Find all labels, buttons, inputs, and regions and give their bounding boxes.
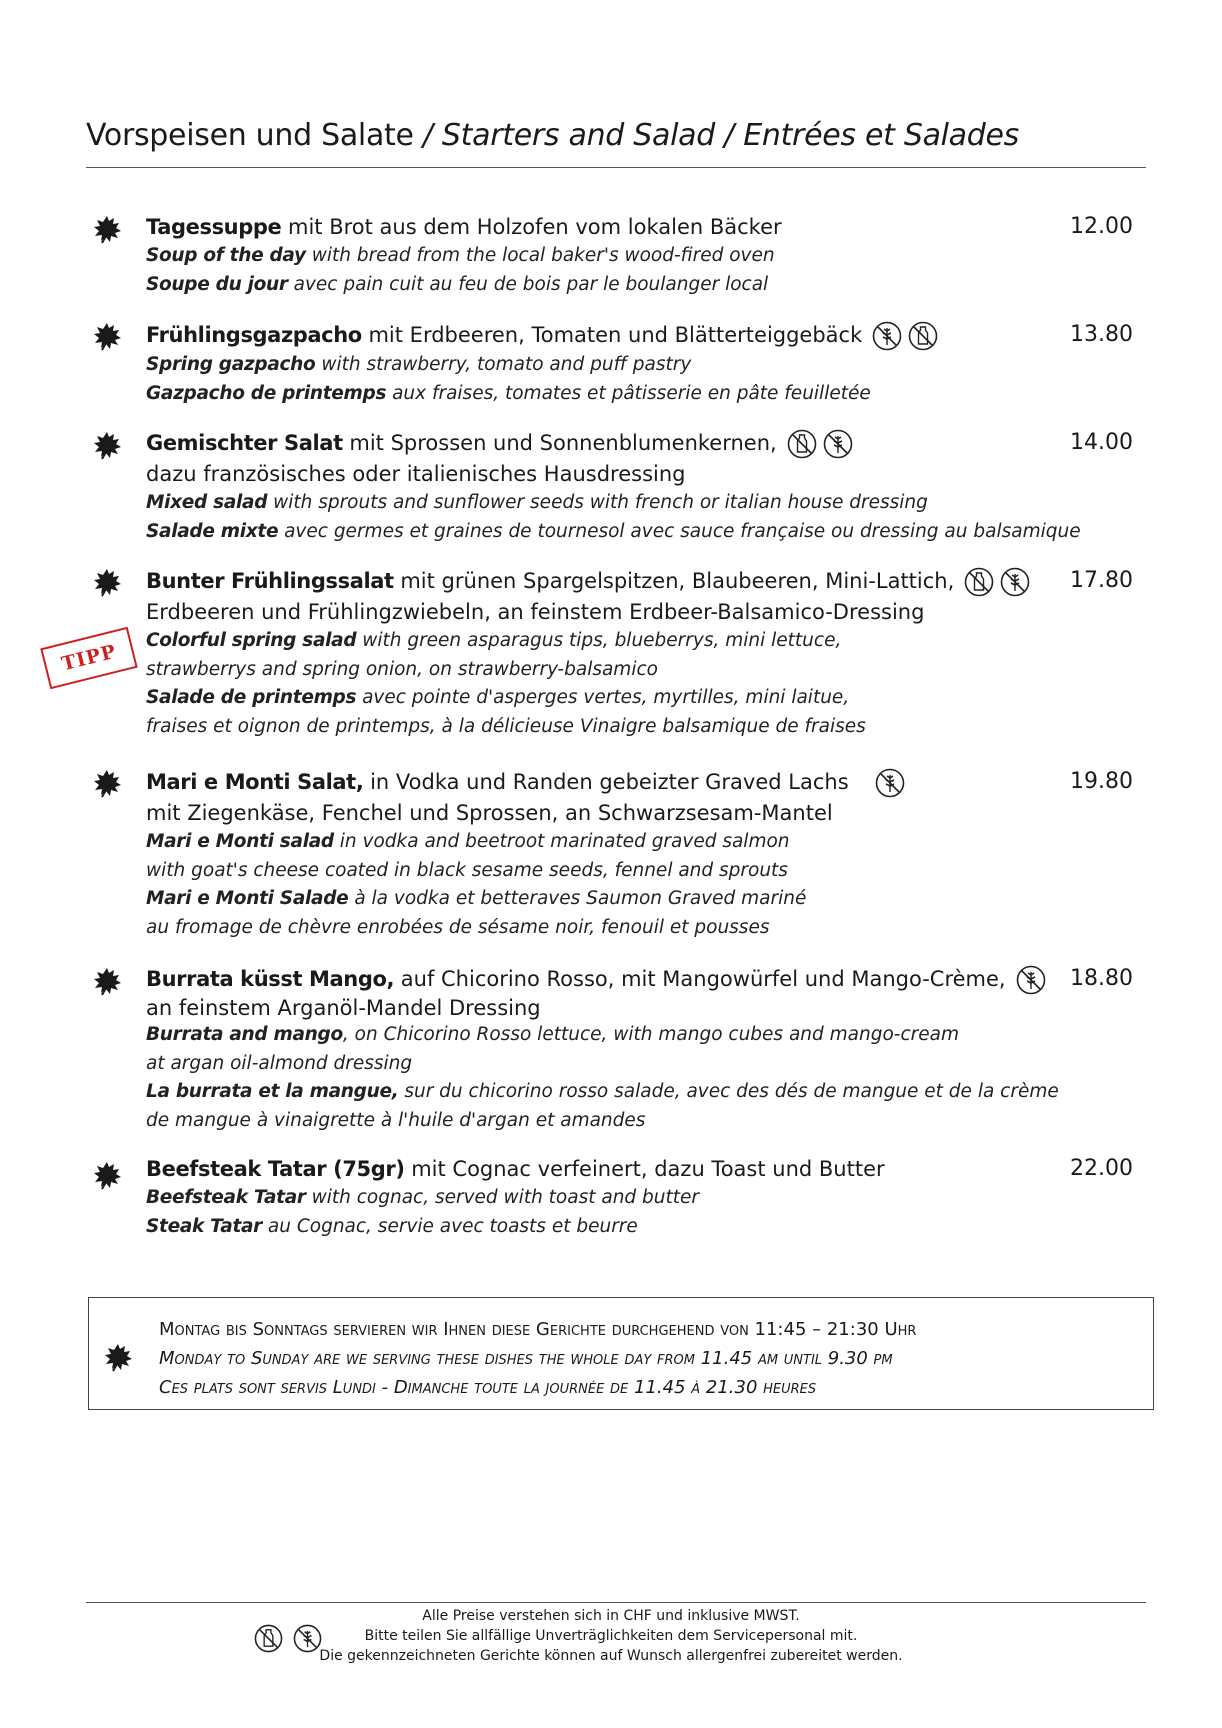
no-gluten-icon	[872, 321, 902, 351]
dish-desc-de: in Vodka und Randen gebeizter Graved Lachs	[363, 770, 849, 794]
dish-desc-fr-line2: au fromage de chèvre enrobées de sésame noir, fenouil et pousses	[146, 916, 770, 938]
dish-name-de: Mari e Monti Salat,	[146, 770, 364, 794]
dish-desc-de-line2: an feinstem Arganöl-Mandel Dressing	[146, 996, 541, 1020]
grape-leaf-icon	[92, 966, 122, 996]
dish-desc-de: mit Erdbeeren, Tomaten und Blätterteiggebäck	[361, 323, 863, 347]
dish-desc-de-line2: Erdbeeren und Frühlingzwiebeln, an feinstem Erdbeer-Balsamico-Dressing	[146, 600, 925, 624]
dish-desc-de: mit Cognac verfeinert, dazu Toast und Butter	[404, 1157, 885, 1181]
dish-name-en: Burrata and mango	[146, 1024, 343, 1045]
title-divider	[86, 167, 1146, 168]
dish-desc-en: with green asparagus tips, blueberrys, mini lettuce,	[356, 630, 842, 651]
title-german: Vorspeisen und Salate	[86, 118, 414, 153]
menu-item	[146, 767, 1026, 942]
title-translations: / Starters and Salad / Entrées et Salades	[413, 118, 1020, 153]
no-gluten-icon	[1016, 965, 1046, 995]
dish-name-fr: Steak Tatar	[146, 1215, 263, 1237]
dish-name-de: Beefsteak Tatar (75gr)	[146, 1157, 405, 1181]
menu-item	[146, 428, 1081, 546]
dish-desc-en: with bread from the local baker's wood-fired oven	[305, 245, 775, 266]
grape-leaf-icon	[92, 214, 122, 244]
dish-desc-fr: avec pointe d'asperges vertes, myrtilles, mini laitue,	[356, 687, 850, 708]
no-lactose-icon	[787, 429, 817, 459]
dish-name-de: Frühlingsgazpacho	[146, 323, 362, 347]
no-gluten-icon	[875, 768, 905, 798]
dish-price: 12.00	[1070, 214, 1133, 239]
dish-name-fr: La burrata et la mangue,	[146, 1081, 399, 1102]
tipp-stamp: TIPP	[40, 627, 137, 690]
footer-line-prices: Alle Preise verstehen sich in CHF und inklusive MWST.	[422, 1608, 800, 1624]
dish-name-en: Colorful spring salad	[146, 630, 357, 651]
dish-desc-fr: avec pain cuit au feu de bois par le boulanger local	[287, 273, 769, 295]
grape-leaf-icon	[92, 1160, 122, 1190]
dish-desc-fr: avec germes et graines de tournesol avec sauce française ou dressing au balsamique	[278, 520, 1081, 542]
dish-desc-en: with strawberry, tomato and puff pastry	[315, 354, 692, 375]
dish-name-en: Beefsteak Tatar	[146, 1187, 306, 1208]
footer-line-allergen-free: Die gekennzeichneten Gerichte können auf Wunsch allergenfrei zubereitet werden.	[319, 1648, 903, 1664]
dish-price: 13.80	[1070, 322, 1133, 347]
footer-notes	[250, 1606, 972, 1666]
grape-leaf-icon	[92, 567, 122, 597]
dish-name-de: Burrata küsst Mango,	[146, 967, 395, 991]
no-lactose-icon	[964, 567, 994, 597]
dish-desc-de-line2: mit Ziegenkäse, Fenchel und Sprossen, an Schwarzsesam-Mantel	[146, 801, 833, 825]
dish-price: 14.00	[1070, 430, 1133, 455]
dish-desc-en: with cognac, served with toast and butter	[305, 1187, 700, 1208]
dish-price: 17.80	[1070, 568, 1133, 593]
dish-desc-en: in vodka and beetroot marinated graved salmon	[333, 831, 790, 852]
grape-leaf-icon	[103, 1342, 133, 1372]
dish-price: 19.80	[1070, 769, 1133, 794]
dish-desc-de: mit Brot aus dem Holzofen vom lokalen Bäcker	[281, 215, 782, 239]
menu-item	[146, 1154, 1026, 1241]
footer-line-intolerances: Bitte teilen Sie allfällige Unverträglichkeiten dem Servicepersonal mit.	[364, 1628, 858, 1644]
grape-leaf-icon	[92, 430, 122, 460]
menu-item	[146, 320, 1026, 408]
dish-desc-en-line2: at argan oil-almond dressing	[146, 1052, 413, 1074]
dish-desc-en: with sprouts and sunflower seeds with french or italian house dressing	[267, 492, 928, 513]
dish-name-en: Soup of the day	[146, 245, 306, 266]
service-hours-notice	[88, 1297, 1154, 1410]
menu-item	[146, 212, 1026, 299]
dish-price: 18.80	[1070, 966, 1133, 991]
dish-name-de: Bunter Frühlingssalat	[146, 569, 394, 593]
menu-item	[146, 566, 1026, 741]
dish-desc-de: mit Sprossen und Sonnenblumenkernen,	[342, 431, 777, 455]
grape-leaf-icon	[92, 321, 122, 351]
dish-name-en: Mixed salad	[146, 492, 268, 513]
dish-desc-fr-line2: fraises et oignon de printemps, à la délicieuse Vinaigre balsamique de fraises	[146, 715, 866, 737]
page-title	[86, 118, 1146, 153]
notice-line-en: Monday to Sunday are we serving these dishes the whole day from 11.45 am until 9.30 pm	[159, 1348, 893, 1369]
dish-name-fr: Salade de printemps	[146, 687, 357, 708]
dish-desc-en-line2: strawberrys and spring onion, on strawberry-balsamico	[146, 658, 658, 680]
footer-divider	[86, 1602, 1146, 1603]
dish-desc-fr-line2: de mangue à vinaigrette à l'huile d'argan et amandes	[146, 1109, 646, 1131]
dish-desc-fr: à la vodka et betteraves Saumon Graved mariné	[348, 888, 807, 909]
dish-name-de: Gemischter Salat	[146, 431, 343, 455]
no-gluten-icon	[823, 429, 853, 459]
dish-name-fr: Mari e Monti Salade	[146, 888, 349, 909]
grape-leaf-icon	[92, 768, 122, 798]
notice-line-fr: Ces plats sont servis Lundi - Dimanche toute la journée de 11.45 à 21.30 heures	[159, 1377, 817, 1398]
dish-desc-de-line2: dazu französisches oder italienisches Hausdressing	[146, 462, 686, 486]
dish-desc-de: auf Chicorino Rosso, mit Mangowürfel und Mango-Crème,	[394, 967, 1006, 991]
dish-desc-fr: aux fraises, tomates et pâtisserie en pâte feuilletée	[386, 382, 871, 404]
dish-desc-fr: au Cognac, servie avec toasts et beurre	[262, 1215, 638, 1237]
dish-name-fr: Gazpacho de printemps	[146, 382, 387, 404]
dish-name-fr: Soupe du jour	[146, 273, 288, 295]
dish-desc-fr: sur du chicorino rosso salade, avec des dés de mangue et de la crème	[398, 1081, 1059, 1102]
dish-name-de: Tagessuppe	[146, 215, 282, 239]
dish-name-fr: Salade mixte	[146, 520, 279, 542]
dish-desc-de: mit grünen Spargelspitzen, Blaubeeren, Mini-Lattich,	[393, 569, 955, 593]
no-lactose-icon	[908, 321, 938, 351]
dish-name-en: Spring gazpacho	[146, 354, 316, 375]
dish-name-en: Mari e Monti salad	[146, 831, 334, 852]
dish-desc-en: , on Chicorino Rosso lettuce, with mango cubes and mango-cream	[342, 1024, 959, 1045]
no-gluten-icon	[1000, 567, 1030, 597]
notice-line-de: Montag bis Sonntags servieren wir Ihnen diese Gerichte durchgehend von 11:45 – 21:30 Uhr	[159, 1319, 917, 1340]
menu-item	[146, 964, 1059, 1135]
dish-price: 22.00	[1070, 1156, 1133, 1181]
dish-desc-en-line2: with goat's cheese coated in black sesame seeds, fennel and sprouts	[146, 859, 788, 881]
